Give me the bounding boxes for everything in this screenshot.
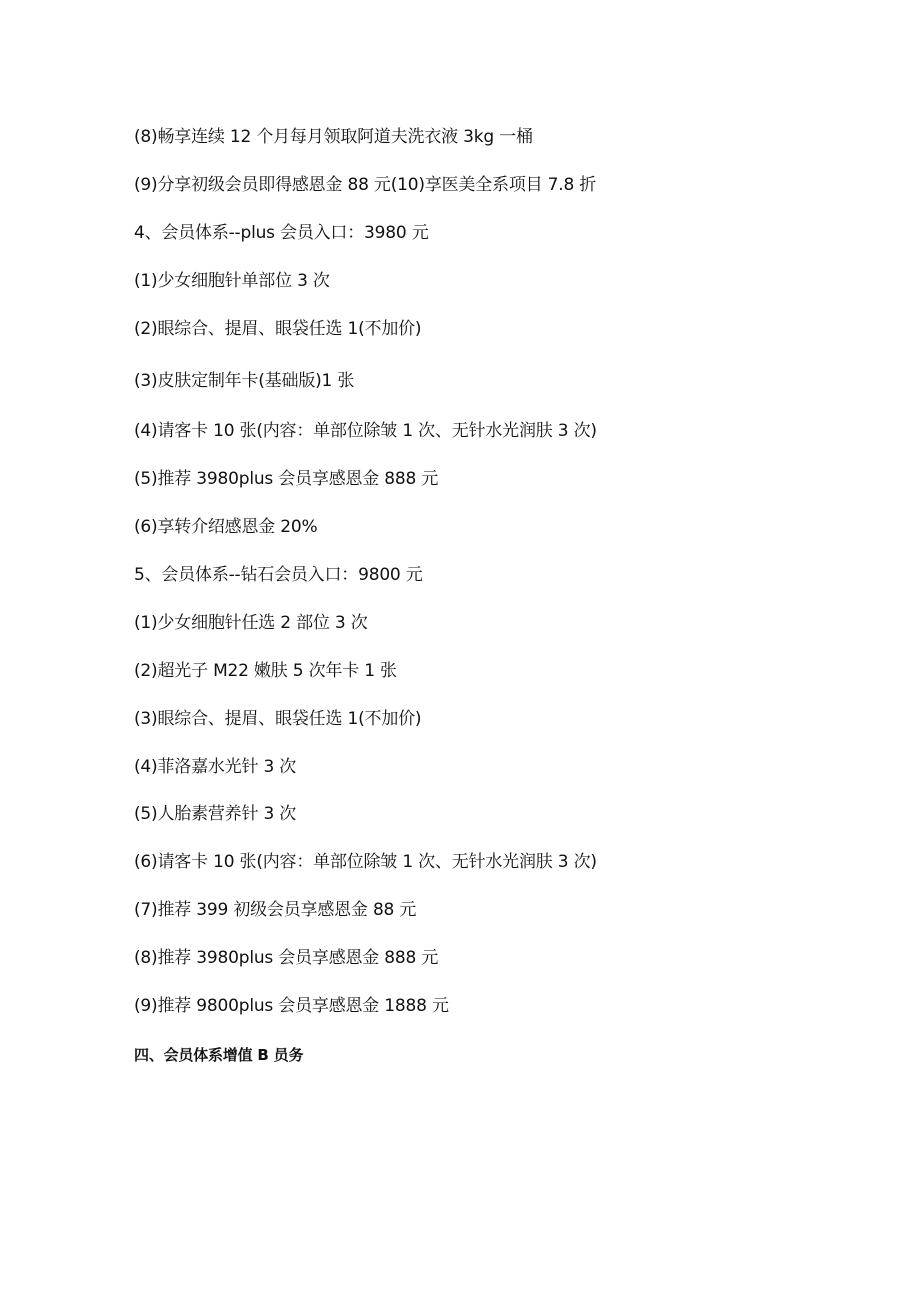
benefit-item: (4)请客卡 10 张(内容：单部位除皱 1 次、无针水光润肤 3 次) [134, 421, 597, 441]
benefit-item: (1)少女细胞针单部位 3 次 [134, 271, 330, 291]
benefit-item: (8)推荐 3980plus 会员享感恩金 888 元 [134, 948, 439, 968]
benefit-item: (3)皮肤定制年卡(基础版)1 张 [134, 371, 355, 391]
benefit-item: (8)畅享连续 12 个月每月领取阿道夫洗衣液 3kg 一桶 [134, 127, 533, 147]
benefit-item: (2)眼综合、提眉、眼袋任选 1(不加价) [134, 319, 422, 339]
benefit-item: (9)推荐 9800plus 会员享感恩金 1888 元 [134, 996, 449, 1016]
section-heading: 四、会员体系增值 B 员务 [134, 1046, 304, 1064]
benefit-item: (5)人胎素营养针 3 次 [134, 804, 297, 824]
benefit-item: (9)分享初级会员即得感恩金 88 元(10)享医美全系项目 7.8 折 [134, 175, 597, 195]
benefit-item: (5)推荐 3980plus 会员享感恩金 888 元 [134, 469, 439, 489]
benefit-item: (1)少女细胞针任选 2 部位 3 次 [134, 613, 368, 633]
benefit-item: (2)超光子 M22 嫩肤 5 次年卡 1 张 [134, 661, 397, 681]
benefit-item: (7)推荐 399 初级会员享感恩金 88 元 [134, 900, 417, 920]
benefit-item: (6)请客卡 10 张(内容：单部位除皱 1 次、无针水光润肤 3 次) [134, 852, 597, 872]
benefit-item: (6)享转介绍感恩金 20% [134, 517, 318, 537]
membership-tier-title: 5、会员体系--钻石会员入口：9800 元 [134, 565, 423, 585]
benefit-item: (4)菲洛嘉水光针 3 次 [134, 757, 297, 777]
membership-tier-title: 4、会员体系--plus 会员入口：3980 元 [134, 223, 429, 243]
benefit-item: (3)眼综合、提眉、眼袋任选 1(不加价) [134, 709, 422, 729]
